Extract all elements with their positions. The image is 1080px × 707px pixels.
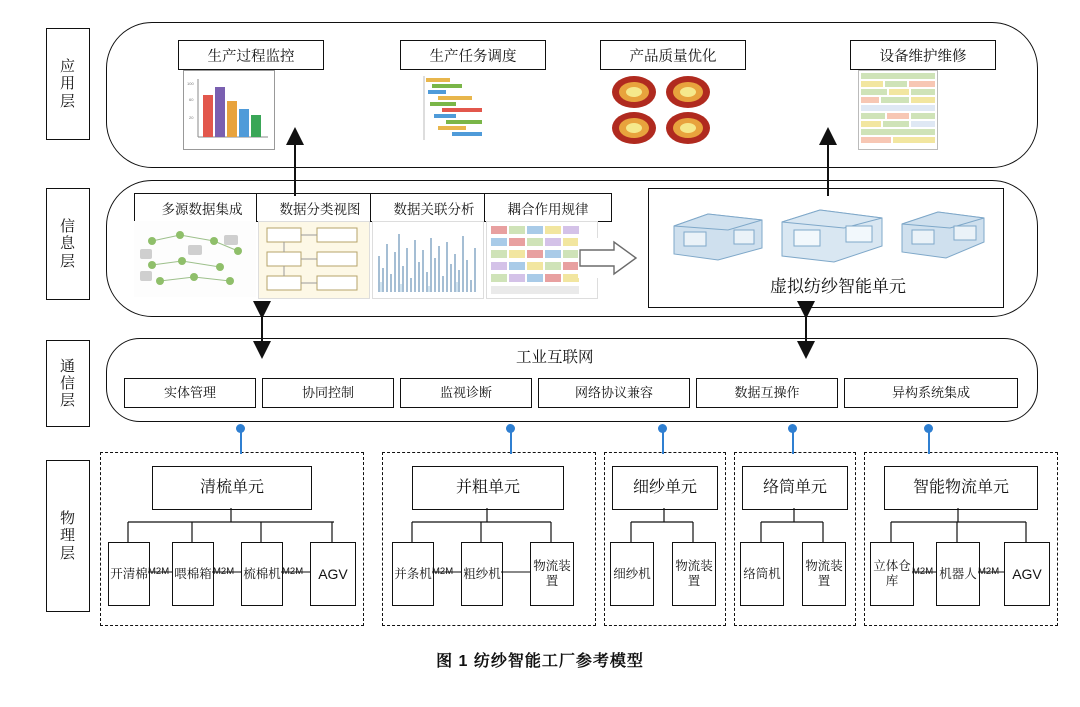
information-item-2-label: 数据关联分析 <box>393 201 475 217</box>
physical-group-2-node-1-label: 物流装置 <box>675 559 713 588</box>
connector-dot-2 <box>658 424 667 433</box>
information-item-3-label-box <box>484 193 612 222</box>
application-item-1-label-box <box>400 40 546 70</box>
application-item-0-label-box <box>178 40 324 70</box>
communication-item-0[interactable] <box>124 378 256 408</box>
physical-group-0-node-1-label: 喂棉箱 <box>174 566 212 581</box>
physical-group-4-node-2-label: AGV <box>1012 565 1042 582</box>
physical-group-1-node-1-label: 粗纱机 <box>463 566 501 581</box>
physical-group-1-node-0[interactable] <box>392 542 434 606</box>
physical-group-3-node-0-label: 络筒机 <box>743 566 781 581</box>
flow-diagram-thumbnail <box>258 221 370 299</box>
physical-group-1-node-0-label: 并条机 <box>394 566 432 581</box>
physical-group-3-title: 络筒单元 <box>762 479 827 497</box>
application-item-3-label: 设备维护维修 <box>879 48 967 65</box>
physical-group-0-link-0: M2M <box>148 566 170 577</box>
physical-group-4-title-box <box>884 466 1038 510</box>
gantt-chart-thumbnail <box>412 70 504 148</box>
physical-group-2-node-0[interactable] <box>610 542 654 606</box>
information-item-0-label-box <box>134 193 270 222</box>
physical-group-0-node-0-label: 开清棉 <box>110 566 148 581</box>
application-item-1-label: 生产任务调度 <box>429 48 517 65</box>
physical-group-0-link-2: M2M <box>282 566 304 577</box>
information-item-2-label-box <box>370 193 498 222</box>
connector-dot-3 <box>788 424 797 433</box>
bar-chart-thumbnail <box>183 70 275 150</box>
physical-group-0-node-0[interactable] <box>108 542 150 606</box>
layer-tag-application <box>46 28 90 140</box>
information-item-1-label-box <box>256 193 384 222</box>
physical-group-0-node-1[interactable] <box>172 542 214 606</box>
physical-group-3-node-0[interactable] <box>740 542 784 606</box>
physical-group-0-node-2[interactable] <box>241 542 283 606</box>
communication-item-2-label: 监视诊断 <box>439 385 492 401</box>
communication-item-2[interactable] <box>400 378 532 408</box>
communication-item-5[interactable] <box>844 378 1018 408</box>
layer-tag-information <box>46 188 90 300</box>
physical-group-2-title: 细纱单元 <box>632 479 697 497</box>
physical-group-3-title-box <box>742 466 848 510</box>
layer-tag-application-label: 应用层 <box>59 58 76 110</box>
physical-group-3-node-1[interactable] <box>802 542 846 606</box>
svg-text:60: 60 <box>189 97 194 102</box>
physical-group-1-title-box <box>412 466 564 510</box>
information-item-1-label: 数据分类视图 <box>279 201 361 217</box>
physical-group-1-node-2[interactable] <box>530 542 574 606</box>
communication-item-4[interactable] <box>696 378 838 408</box>
physical-group-2-node-0-label: 细纱机 <box>613 566 651 581</box>
information-item-3-label: 耦合作用规律 <box>507 201 589 217</box>
network-diagram-thumbnail <box>134 221 256 297</box>
svg-text:100: 100 <box>187 81 194 86</box>
layer-tag-physical <box>46 460 90 612</box>
physical-group-4-link-1: M2M <box>978 566 1000 577</box>
physical-group-1-node-1[interactable] <box>461 542 503 606</box>
right-arrow-icon <box>578 238 640 278</box>
contour-plot-thumbnail <box>604 70 720 148</box>
information-item-0-label: 多源数据集成 <box>161 201 243 217</box>
virtual-unit-label: 虚拟纺纱智能单元 <box>770 277 906 296</box>
physical-group-4-title: 智能物流单元 <box>912 479 1009 497</box>
physical-group-4-node-1[interactable] <box>936 542 980 606</box>
physical-group-0-title-box <box>152 466 312 510</box>
physical-group-2-node-1[interactable] <box>672 542 716 606</box>
communication-item-4-label: 数据互操作 <box>734 385 800 401</box>
layer-tag-information-label: 信息层 <box>59 218 76 270</box>
layer-tag-communication-label: 通信层 <box>59 357 76 410</box>
table-grid-thumbnail <box>858 70 938 150</box>
physical-group-2-title-box <box>612 466 718 510</box>
connector-dot-4 <box>924 424 933 433</box>
connector-dot-0 <box>236 424 245 433</box>
svg-text:20: 20 <box>189 115 194 120</box>
physical-group-3-node-1-label: 物流装置 <box>805 559 843 588</box>
application-item-2-label-box <box>600 40 746 70</box>
connector-dot-1 <box>506 424 515 433</box>
communication-item-3[interactable] <box>538 378 690 408</box>
communication-title: 工业互联网 <box>516 349 594 366</box>
application-item-0-label: 生产过程监控 <box>207 48 295 65</box>
physical-group-0-link-1: M2M <box>213 566 235 577</box>
physical-group-4-node-0[interactable] <box>870 542 914 606</box>
physical-group-1-link-0: M2M <box>432 566 454 577</box>
layer-tag-communication <box>46 340 90 427</box>
physical-group-1-node-2-label: 物流装置 <box>533 559 571 588</box>
physical-group-4-node-1-label: 机器人 <box>939 566 977 581</box>
application-item-2-label: 产品质量优化 <box>629 48 717 65</box>
physical-group-4-link-0: M2M <box>912 566 934 577</box>
physical-group-0-title: 清梳单元 <box>199 479 264 497</box>
layer-tag-physical-label: 物理层 <box>59 510 76 562</box>
physical-group-0-node-3-label: AGV <box>318 565 348 582</box>
spectrum-chart-thumbnail <box>372 221 484 299</box>
physical-group-4-node-2[interactable] <box>1004 542 1050 606</box>
communication-item-0-label: 实体管理 <box>163 385 216 401</box>
communication-item-3-label: 网络协议兼容 <box>574 385 653 401</box>
application-item-3-label-box <box>850 40 996 70</box>
physical-group-0-node-2-label: 梳棉机 <box>243 566 281 581</box>
communication-item-1-label: 协同控制 <box>301 385 354 401</box>
machine-3d-models-thumbnail <box>658 196 992 268</box>
figure-caption: 图 1 纺纱智能工厂参考模型 <box>436 653 644 670</box>
communication-item-1[interactable] <box>262 378 394 408</box>
physical-group-4-node-0-label: 立体仓库 <box>873 559 911 588</box>
physical-group-0-node-3[interactable] <box>310 542 356 606</box>
communication-item-5-label: 异构系统集成 <box>891 385 970 401</box>
physical-group-1-title: 并粗单元 <box>455 479 520 497</box>
